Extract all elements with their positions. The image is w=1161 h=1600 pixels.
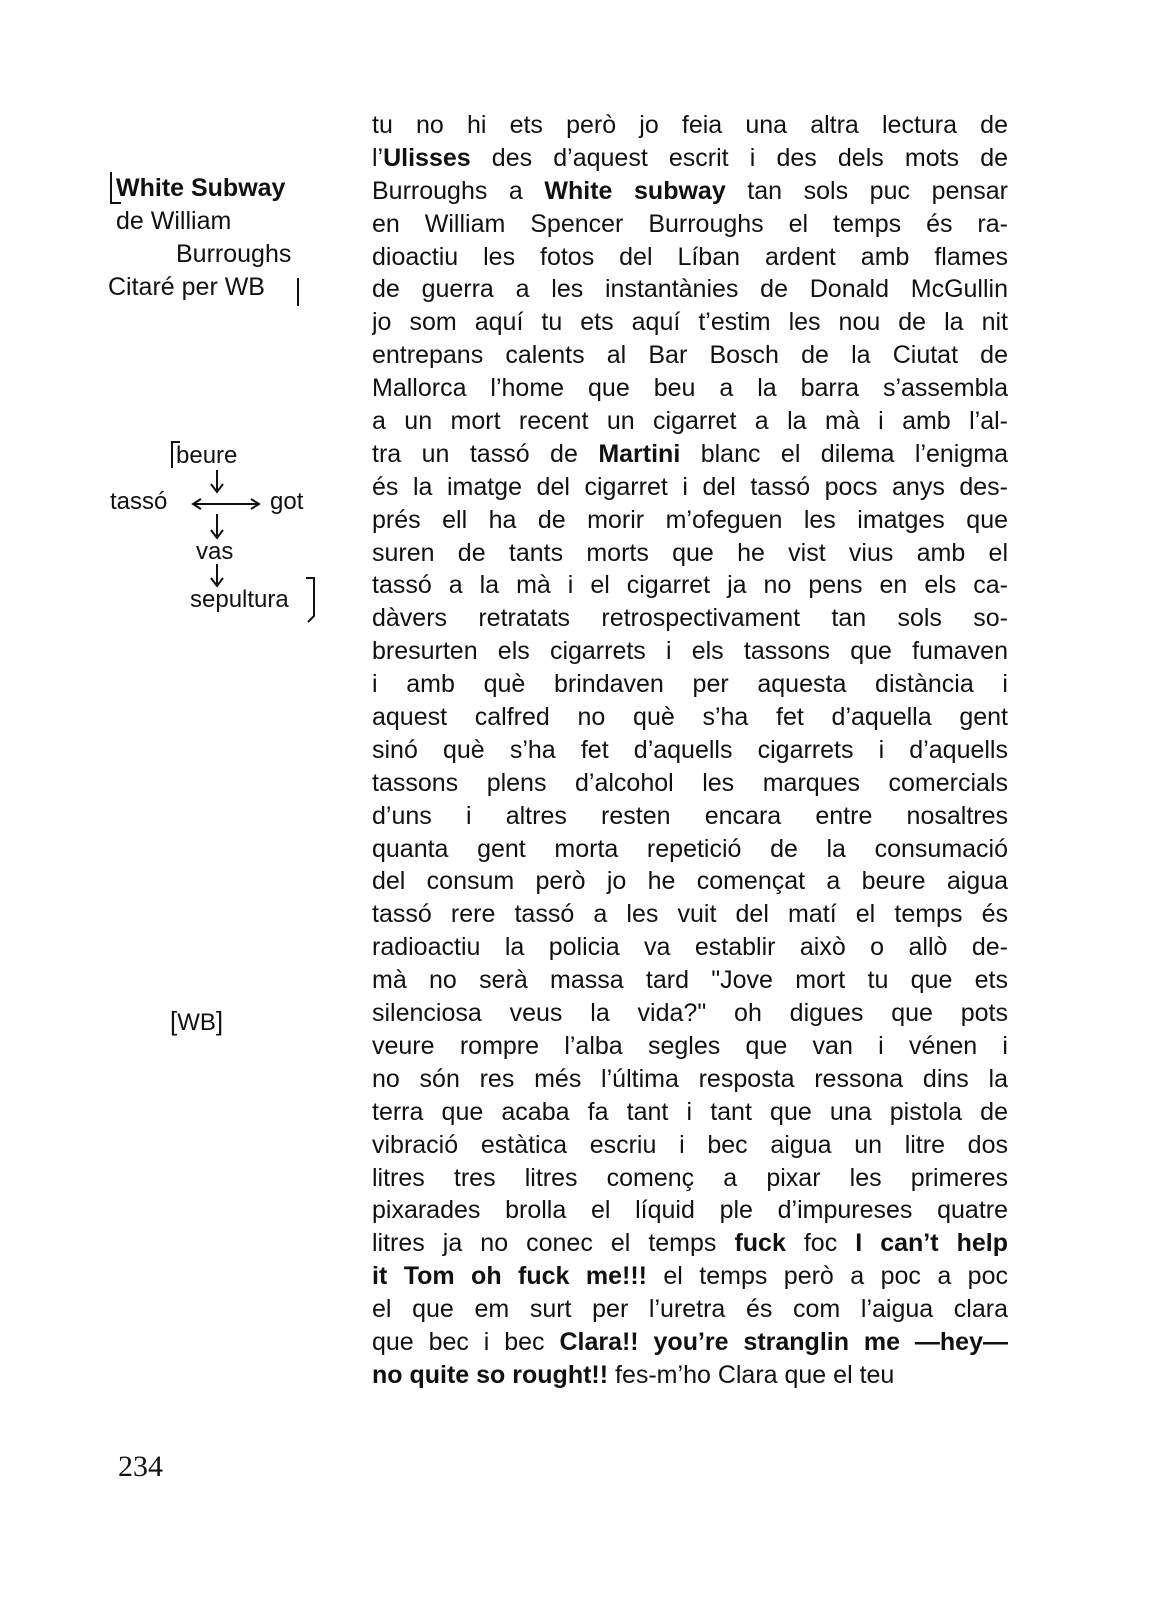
text-line (372, 668, 1008, 701)
text-line (372, 142, 1008, 175)
bold-text: Martini (598, 439, 681, 468)
text-segment: radioactiu la policia va establir això o allò de- (372, 933, 1008, 962)
text-segment: veure rompre l’alba segles que van i vénen i (372, 1031, 1008, 1060)
note-open-bracket: [ (170, 1006, 178, 1036)
note-close-bracket (290, 278, 299, 306)
text-segment: bresurten els cigarrets i els tassons que fumaven (372, 637, 1008, 666)
text-segment: tassó a la mà i el cigarret ja no pens en els ca- (372, 571, 1008, 600)
text-line (372, 1129, 1008, 1162)
text-segment: aquest calfred no què s’ha fet d’aquella gent (372, 703, 1008, 732)
diagram-word-top: beure (176, 442, 238, 469)
text-line (372, 1293, 1008, 1326)
text-segment: mà no serà massa tard "Jove mort tu que ets (372, 966, 1008, 995)
text-segment: de guerra a les instantànies de Donald McGullin (372, 275, 1008, 304)
diagram-word-bottom: sepultura (190, 586, 289, 613)
text-line (372, 701, 1008, 734)
diagram-word-middle: vas (196, 538, 234, 565)
text-line (372, 1326, 1008, 1359)
text-line (372, 1194, 1008, 1227)
text-line (372, 1359, 1008, 1392)
text-segment: sinó què s’ha fet d’aquells cigarrets i d’aquells (372, 735, 1008, 764)
text-segment: litres ja no conec el temps (372, 1229, 735, 1258)
text-line (372, 1096, 1008, 1129)
text-line (372, 865, 1008, 898)
text-segment: tassons plens d’alcohol les marques comercials (372, 768, 1008, 797)
text-segment: prés ell ha de morir m’ofeguen les imatges que (372, 505, 1008, 534)
diagram-word-right: got (270, 488, 304, 515)
text-segment: entrepans calents al Bar Bosch de la Ciutat de (372, 341, 1008, 370)
text-segment: del consum però jo he començat a beure aigua (372, 867, 1008, 896)
diagram-word-left: tassó (110, 488, 168, 515)
text-segment: dioactiu les fotos del Líban ardent amb flames (372, 242, 1008, 271)
bold-text: it Tom oh fuck me!!! (372, 1262, 647, 1291)
text-segment: foc (785, 1229, 856, 1258)
text-line (372, 339, 1008, 372)
text-line (372, 537, 1008, 570)
text-segment: d’uns i altres resten encara entre nosaltres (372, 801, 1008, 830)
text-line (372, 767, 1008, 800)
page-number: 234 (118, 1450, 163, 1483)
text-segment: quanta gent morta repetició de la consumació (372, 834, 1008, 863)
text-line (372, 504, 1008, 537)
text-segment: Mallorca l’home que beu a la barra s’assembla (372, 374, 1008, 403)
text-segment: dàvers retratats retrospectivament tan sols so- (372, 604, 1008, 633)
text-line (372, 1260, 1008, 1293)
text-line (372, 569, 1008, 602)
text-line (372, 602, 1008, 635)
note-line: Burroughs (176, 240, 292, 268)
bold-text: fuck (734, 1229, 786, 1258)
text-line (372, 635, 1008, 668)
text-line (372, 1030, 1008, 1063)
text-segment: blanc el dilema l’enigma (680, 439, 1008, 468)
note-wb-text: WB (177, 1009, 216, 1036)
text-segment: és la imatge del cigarret i del tassó pocs anys des- (372, 472, 1008, 501)
text-segment: a un mort recent un cigarret a la mà i amb l’al- (372, 407, 1008, 436)
text-segment: suren de tants morts que he vist vius amb el (372, 538, 1008, 567)
bold-text: Ulisses (383, 143, 471, 172)
text-segment: el que em surt per l’uretra és com l’aigua clara (372, 1295, 1008, 1324)
text-line (372, 372, 1008, 405)
body-text (372, 109, 1008, 1392)
text-line (372, 1162, 1008, 1195)
text-line (372, 273, 1008, 306)
text-segment: tra un tassó de (372, 439, 599, 468)
text-line (372, 1063, 1008, 1096)
text-line (372, 306, 1008, 339)
text-segment: des d’aquest escrit i des dels mots de (470, 143, 1008, 172)
bold-text: no quite so rought!! (372, 1360, 609, 1389)
bold-text: White subway (544, 176, 726, 205)
text-line (372, 997, 1008, 1030)
text-segment: el temps però a poc a poc (646, 1262, 1008, 1291)
note-line: de William (116, 207, 232, 235)
text-segment: terra que acaba fa tant i tant que una pistola de (372, 1097, 1008, 1126)
text-line (372, 405, 1008, 438)
bold-text: I can’t help (855, 1229, 1008, 1258)
text-segment: en William Spencer Burroughs el temps és ra- (372, 209, 1008, 238)
text-segment: silenciosa veus la vida?" oh digues que pots (372, 999, 1008, 1028)
text-line (372, 964, 1008, 997)
text-line (372, 931, 1008, 964)
text-segment: vibració estàtica escriu i bec aigua un litre dos (372, 1130, 1008, 1159)
text-line (372, 833, 1008, 866)
text-line (372, 734, 1008, 767)
text-line (372, 208, 1008, 241)
word-diagram (110, 440, 350, 630)
text-segment: jo som aquí tu ets aquí t’estim les nou de la nit (372, 308, 1008, 337)
text-line (372, 175, 1008, 208)
text-segment: tassó rere tassó a les vuit del matí el temps és (372, 900, 1008, 929)
text-line (372, 438, 1008, 471)
text-segment: tu no hi ets però jo feia una altra lectura de (372, 111, 1008, 139)
note-close-bracket: ] (215, 1006, 224, 1036)
text-segment: tan sols puc pensar (725, 176, 1008, 205)
text-segment: que bec i bec (372, 1327, 560, 1356)
text-line (372, 1227, 1008, 1260)
text-segment: fes-m’ho Clara que el teu (608, 1360, 895, 1389)
text-line (372, 898, 1008, 931)
note-line: White Subway (116, 174, 286, 202)
note-line: Citaré per WB (108, 273, 265, 301)
text-segment: i amb què brindaven per aquesta distància i (372, 670, 1008, 699)
text-line (372, 800, 1008, 833)
text-line (372, 109, 1008, 142)
text-line (372, 471, 1008, 504)
margin-note-wb (170, 1006, 223, 1037)
text-line (372, 241, 1008, 274)
bold-text: Clara!! you’re stranglin me —hey— (559, 1327, 1008, 1356)
text-segment: l’ (372, 143, 384, 172)
text-segment: pixarades brolla el líquid ple d’impureses quatre (372, 1196, 1008, 1225)
text-segment: litres tres litres començ a pixar les primeres (372, 1163, 1008, 1192)
text-segment: no són res més l’última resposta ressona dins la (372, 1064, 1008, 1093)
text-segment: Burroughs a (372, 176, 545, 205)
